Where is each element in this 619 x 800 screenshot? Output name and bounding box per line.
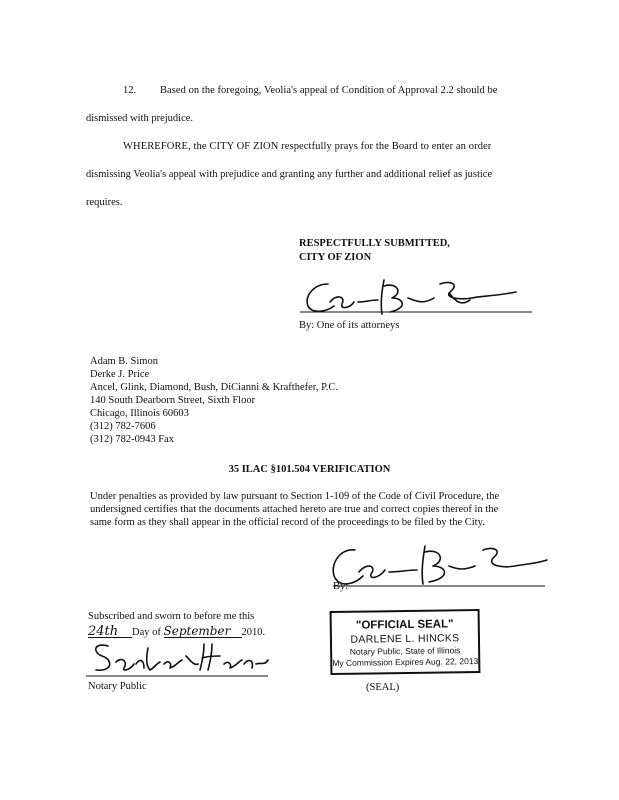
wherefore-line-2: dismissing Veolia's appeal with prejudice and granting any further and additional relief as justice — [86, 169, 493, 180]
attorney-line: 140 South Dearborn Street, Sixth Floor — [90, 395, 256, 406]
attorney-line: Chicago, Illinois 60603 — [90, 408, 189, 419]
verification-line-2: undersigned certifies that the documents attached hereto are true and correct copies thereof in the — [90, 504, 499, 515]
verification-line-3: same form as they shall appear in the official record of the proceedings to be filed by the City. — [90, 517, 485, 528]
verifier-signature — [325, 540, 550, 595]
respectfully-submitted: RESPECTFULLY SUBMITTED, — [299, 238, 450, 249]
day-of-text: Day of — [132, 627, 161, 638]
official-seal — [330, 609, 481, 675]
verification-line-1: Under penalties as provided by law pursuant to Section 1-109 of the Code of Civil Procedure, the — [90, 491, 500, 502]
wherefore-line-1: WHEREFORE, the CITY OF ZION respectfully prays for the Board to enter an order — [123, 141, 492, 152]
attorney-line: Ancel, Glink, Diamond, Bush, DiCianni & Krafthefer, P.C. — [90, 382, 339, 393]
handwritten-month: September — [164, 626, 242, 638]
by-one-of-its-attorneys: By: One of its attorneys — [299, 320, 400, 331]
paragraph-number: 12. — [123, 85, 137, 96]
notary-signature — [86, 638, 271, 680]
paragraph-12-line-2: dismissed with prejudice. — [86, 113, 194, 124]
party-name: CITY OF ZION — [299, 252, 372, 263]
paragraph-12-line-1: Based on the foregoing, Veolia's appeal of Condition of Approval 2.2 should be — [160, 85, 498, 96]
notary-public-label: Notary Public — [88, 681, 147, 692]
wherefore-line-3: requires. — [86, 197, 123, 208]
attorney-line: (312) 782-0943 Fax — [90, 434, 174, 445]
attorney-signature — [300, 272, 540, 324]
attorney-line: Adam B. Simon — [90, 356, 158, 367]
verification-by-label: By: — [333, 581, 349, 592]
verification-heading: 35 ILAC §101.504 VERIFICATION — [228, 464, 391, 475]
seal-title: "OFFICIAL SEAL" — [355, 618, 454, 632]
seal-caption: (SEAL) — [366, 682, 400, 693]
attorney-address-block — [90, 355, 338, 446]
attorney-line: Derke J. Price — [90, 369, 150, 380]
seal-state-line: Notary Public, State of Illinois — [349, 645, 461, 657]
year-text: 2010. — [241, 627, 266, 638]
attorney-line: (312) 782-7606 — [90, 421, 156, 432]
subscribed-text: Subscribed and sworn to before me this — [88, 611, 255, 622]
seal-commission-line: My Commission Expires Aug. 22, 2013 — [332, 655, 479, 669]
handwritten-day: 24th — [88, 626, 132, 638]
seal-notary-name: DARLENE L. HINCKS — [350, 632, 460, 646]
